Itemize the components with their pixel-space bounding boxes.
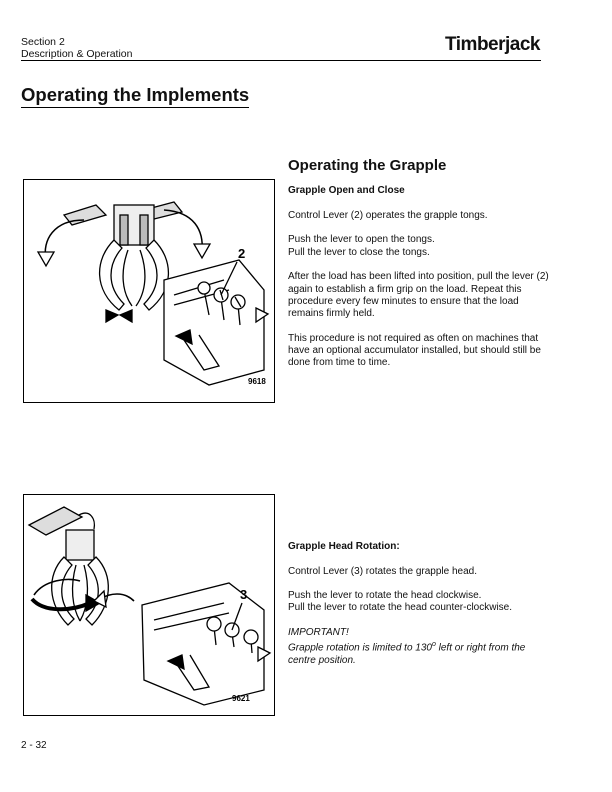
instruction-line: Push the lever to rotate the head clockwise. <box>288 590 482 602</box>
grapple-rotation-section <box>288 541 550 680</box>
figure-grapple-rotation <box>23 494 275 716</box>
figure-grapple-open-close <box>23 179 275 403</box>
figure-callout: 3 <box>240 587 248 602</box>
paragraph <box>288 590 550 615</box>
figure-callout: 2 <box>238 246 246 261</box>
figure-number: 9618 <box>248 377 266 386</box>
subheading: Grapple Head Rotation: <box>288 541 400 552</box>
subheading: Grapple Open and Close <box>288 185 405 197</box>
important-label: IMPORTANT! <box>288 627 349 639</box>
paragraph: Control Lever (2) operates the grapple tongs. <box>288 209 488 221</box>
section-header <box>21 36 132 60</box>
page-number: 2 - 32 <box>21 740 47 751</box>
header-divider <box>21 60 541 61</box>
grapple-rotation-illustration <box>24 495 274 715</box>
figure-number: 9621 <box>232 694 250 703</box>
paragraph: Control Lever (3) rotates the grapple head. <box>288 565 477 577</box>
degree-sup: o <box>431 641 436 649</box>
important-text: Grapple rotation is limited to 130 <box>288 642 432 654</box>
important-text-end: left or right from the centre position. <box>288 642 526 666</box>
paragraph: This procedure is not required as often on machines that have an optional accumulator installed, but should still be done from time to time. <box>288 332 541 369</box>
important-note <box>288 627 550 667</box>
section-label: Section 2 <box>21 36 65 48</box>
subsection-label: Description & Operation <box>21 48 133 60</box>
instruction-line: Pull the lever to rotate the head counter-clockwise. <box>288 602 513 614</box>
brand-logo: Timberjack <box>445 34 540 55</box>
paragraph <box>288 234 550 259</box>
section-heading: Operating the Grapple <box>288 157 447 174</box>
grapple-open-close-section <box>288 157 550 382</box>
grapple-open-close-illustration <box>24 180 274 402</box>
paragraph: After the load has been lifted into position, pull the lever (2) again to establish a firm grip on the load. Repeat this procedure every few minutes to ensure that the load remains firmly held. <box>288 271 549 320</box>
page-title: Operating the Implements <box>21 84 249 108</box>
instruction-line: Push the lever to open the tongs. <box>288 234 435 246</box>
instruction-line: Pull the lever to close the tongs. <box>288 246 430 258</box>
